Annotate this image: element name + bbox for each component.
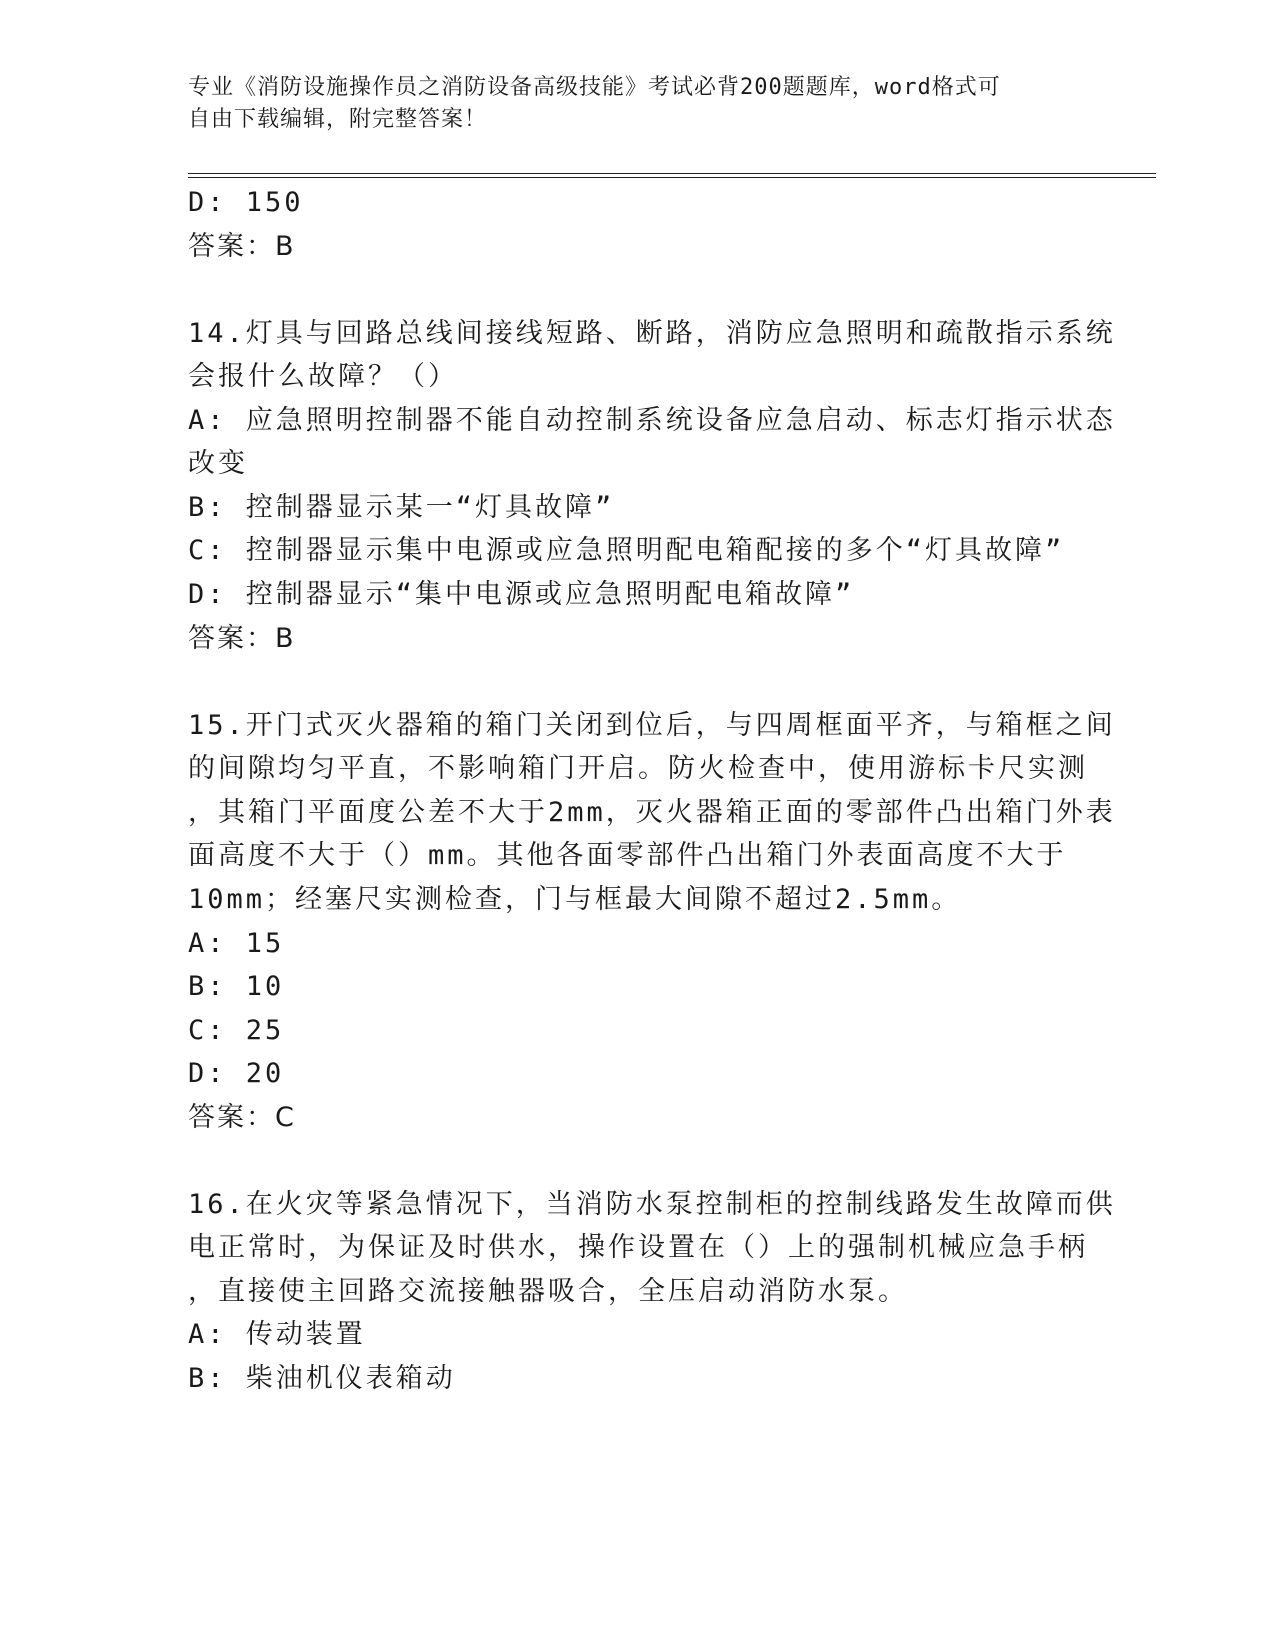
q16-option-a: A: 传动装置 xyxy=(188,1319,366,1350)
q16-option-b: B: 柴油机仪表箱动 xyxy=(188,1363,456,1394)
q16-stem-line-3: ，直接使主回路交流接触器吸合，全压启动消防水泵。 xyxy=(188,1276,908,1307)
q14-answer: 答案：B xyxy=(188,623,296,654)
header-title-line-1: 专业《消防设施操作员之消防设备高级技能》考试必背200题题库，word格式可 xyxy=(188,75,1001,100)
q15-stem-line-3: ，其箱门平面度公差不大于2mm，灭火器箱正面的零部件凸出箱门外表 xyxy=(188,797,1116,828)
q15-stem-line-4: 面高度不大于（）mm。其他各面零部件凸出箱门外表面高度不大于 xyxy=(188,840,1067,871)
q14-option-a-line-2: 改变 xyxy=(188,448,248,479)
q15-stem-line-5: 10mm；经塞尺实测检查，门与框最大间隙不超过2.5mm。 xyxy=(188,884,962,915)
q15-stem-line-2: 的间隙均匀平直，不影响箱门开启。防火检查中，使用游标卡尺实测 xyxy=(188,753,1088,784)
q16-stem-line-2: 电正常时，为保证及时供水，操作设置在（）上的强制机械应急手柄 xyxy=(188,1232,1088,1263)
header-rule-bottom xyxy=(188,177,1156,178)
q15-option-b: B: 10 xyxy=(188,971,285,1002)
prev-option-d: D: 150 xyxy=(188,187,304,218)
q16-stem-line-1: 16.在火灾等紧急情况下，当消防水泵控制柜的控制线路发生故障而供 xyxy=(188,1189,1116,1220)
q14-option-d: D: 控制器显示“集中电源或应急照明配电箱故障” xyxy=(188,579,855,610)
q14-option-a-line-1: A: 应急照明控制器不能自动控制系统设备应急启动、标志灯指示状态 xyxy=(188,405,1116,436)
prev-answer: 答案：B xyxy=(188,231,296,262)
q14-option-b: B: 控制器显示某一“灯具故障” xyxy=(188,492,615,523)
q14-option-c: C: 控制器显示集中电源或应急照明配电箱配接的多个“灯具故障” xyxy=(188,535,1065,566)
q14-stem-line-2: 会报什么故障？（） xyxy=(188,361,458,392)
q15-option-c: C: 25 xyxy=(188,1015,285,1046)
q14-stem-line-1: 14.灯具与回路总线间接线短路、断路，消防应急照明和疏散指示系统 xyxy=(188,318,1116,349)
q15-stem-line-1: 15.开门式灭火器箱的箱门关闭到位后，与四周框面平齐，与箱框之间 xyxy=(188,710,1116,741)
header-rule-top xyxy=(188,173,1156,174)
q15-option-a: A: 15 xyxy=(188,928,285,959)
q15-option-d: D: 20 xyxy=(188,1058,285,1089)
header-title-line-2: 自由下载编辑，附完整答案！ xyxy=(188,107,488,132)
q15-answer: 答案：C xyxy=(188,1102,296,1133)
